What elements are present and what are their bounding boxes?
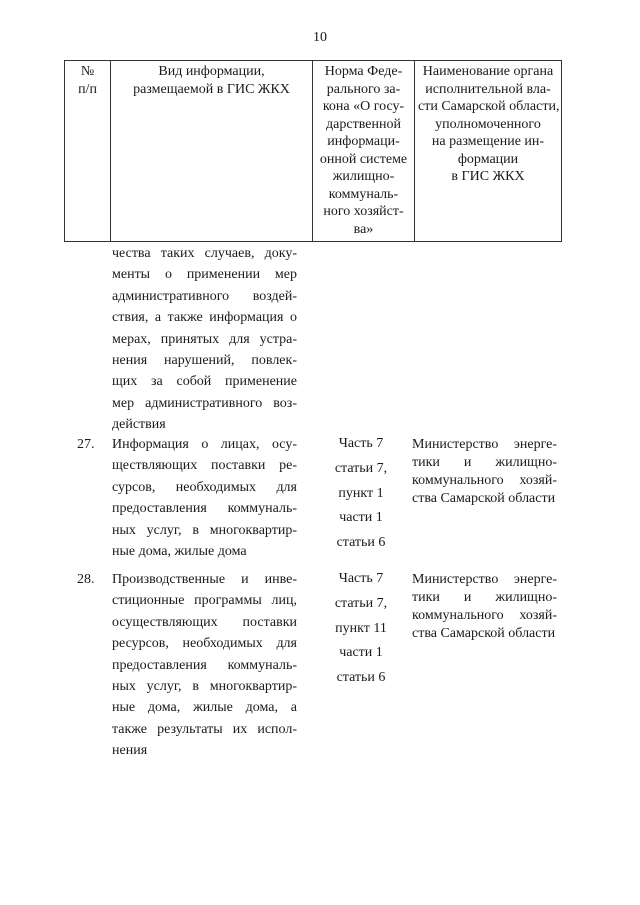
row-27-law-norm: Часть 7 статьи 7, пункт 1 части 1 статьи 6: [334, 436, 388, 551]
header-info-type-column: Вид информации, размещаемой в ГИС ЖКХ: [111, 61, 313, 242]
row-27-authority: Министерство энерге- тики и жилищно- коммунального хозяй- ства Самарской области: [412, 437, 557, 506]
header-law-norm-column: Норма Феде- рального за- кона «О госу- дарственной информаци- онной системе жилищно- коммуналь- ного хозяйст- ва»: [313, 61, 415, 242]
header-number-column: № п/п: [65, 61, 111, 242]
row-28-law-norm: Часть 7 статьи 7, пункт 11 части 1 статьи 6: [334, 571, 388, 686]
row-28-authority: Министерство энерге- тики и жилищно- коммунального хозяй- ства Самарской области: [412, 572, 557, 641]
page-number: 10: [313, 30, 327, 45]
table-header: [64, 60, 562, 242]
row-27-info: Информация о лицах, осу- ществляющих поставки ре- сурсов, необходимых для предоставления коммуналь- ных услуг, в многоквартир- ные дома, жилые дома: [112, 437, 297, 560]
row-27-number: 27.: [77, 437, 95, 452]
header-authority-column: Наименование органа исполнительной вла- сти Самарской области, уполномоченного на размещение ин- формации в ГИС ЖКХ: [415, 61, 562, 242]
continuation-text: чества таких случаев, доку- менты о применении мер административного воздей- ствия, а также информация о мерах, принятых для устра- нения нарушений, повлек- щих за собой применение мер административного воз- действия: [112, 246, 297, 433]
row-28-number: 28.: [77, 572, 95, 587]
row-28-info: Производственные и инве- стиционные программы лиц, осуществляющих поставки ресурсов, необходимых для предоставления коммуналь- ных услуг, в многоквартир- ные дома, жилые дома, а также результаты их испол- нения: [112, 572, 297, 759]
